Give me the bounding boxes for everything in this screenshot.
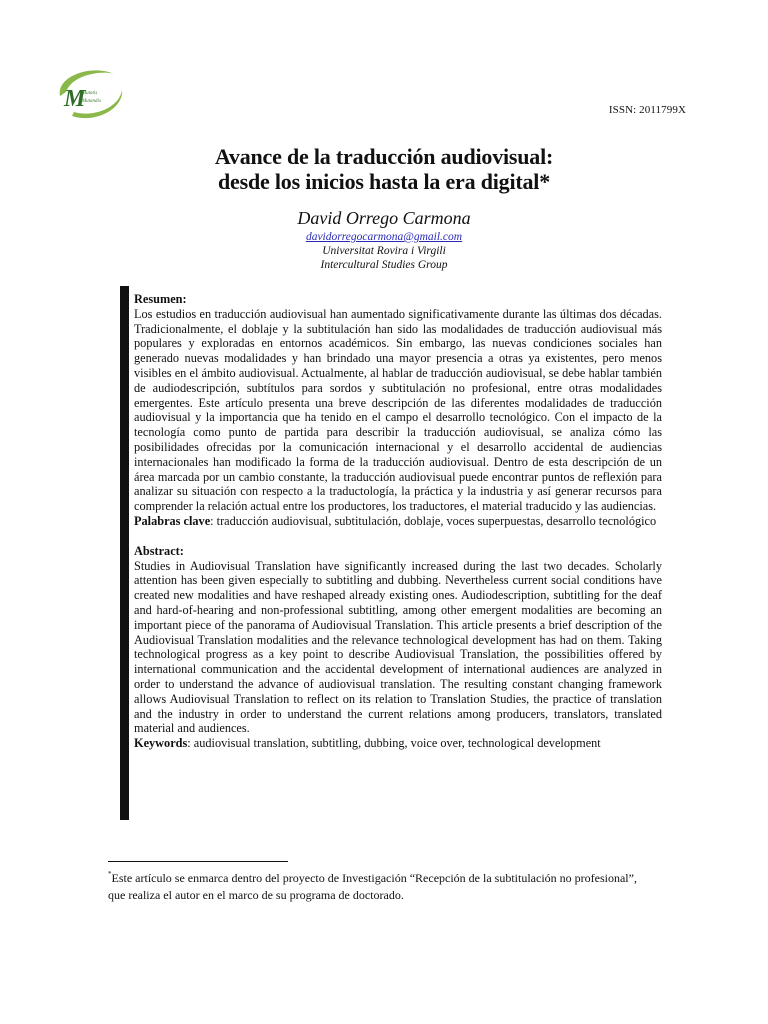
svg-text:M: M: [64, 86, 86, 112]
resumen-heading: Resumen:: [134, 292, 187, 306]
journal-logo: [52, 66, 128, 122]
footnote-text: Este artículo se enmarca dentro del proyecto de Investigación “Recepción de la subtitulación no profesional”, que realiza el autor en el marco de su programa de doctorado.: [108, 871, 637, 902]
logo-text-bottom: Mutandis: [82, 99, 101, 104]
author-email-link[interactable]: davidorregocarmona@gmail.com: [305, 231, 463, 243]
paper-title: [0, 144, 768, 194]
title-line-2: desde los inicios hasta la era digital*: [218, 169, 550, 194]
keywords-block: [134, 736, 662, 751]
issn-number: ISSN: 2011799X: [608, 104, 686, 116]
resumen-block: [134, 292, 662, 514]
palabras-clave-block: [134, 514, 662, 529]
author-block: [0, 206, 768, 272]
title-line-1: Avance de la traducción audiovisual:: [214, 144, 554, 169]
author-university: Universitat Rovira i Virgili: [322, 245, 446, 257]
keywords-list: : audiovisual translation, subtitling, dubbing, voice over, technological development: [187, 736, 601, 751]
abstract-block: [134, 544, 662, 736]
keywords-label: Keywords: [134, 736, 188, 751]
footnote: [108, 870, 638, 904]
footnote-marker: *: [108, 870, 112, 878]
footnote-divider: [108, 861, 288, 862]
author-group: Intercultural Studies Group: [320, 259, 448, 271]
abstract-heading: Abstract:: [134, 543, 184, 558]
abstract-section: [134, 292, 662, 751]
palabras-clave-label: Palabras clave: [134, 513, 211, 528]
logo-text-top: Mutatis: [82, 91, 98, 96]
abstract-body: Studies in Audiovisual Translation have significantly increased during the last two decades. Scholarly attention has been given especially to subtitling and dubbing. Nevertheless current social conditions have created new modalities and have reshaped already existing ones. Audiodescription, subtitling for the deaf and hard-of-hearing and non-professional subtitling, among other emergent modalities are becoming an important piece of the panorama of Audiovisual Translation. This article presents a brief description of the Audiovisual Translation modalities and the relevance technological development has had on them. Taking technological progress as a key point to describe Audiovisual Translation, the possibilities offered by international communication and the accidental development of international audiences are analyzed in order to understand the advance of audiovisual translation. The resulting constant changing framework allows Audiovisual Translation to reflect on its relation to Translation Studies, the practice of translation and the industry in order to understand the current relations among producers, translators, translated material and audiences.: [134, 558, 662, 736]
author-name: David Orrego Carmona: [297, 208, 471, 228]
palabras-clave-list: : traducción audiovisual, subtitulación, doblaje, voces superpuestas, desarrollo tecnológico: [210, 513, 657, 528]
resumen-body: Los estudios en traducción audiovisual han aumentado significativamente durante las últimas dos décadas. Tradicionalmente, el doblaje y la subtitulación han sido las modalidades de traducción audiovisual más populares y exploradas en entornos académicos. Sin embargo, las nuevas condiciones sociales han generado nuevas modalidades y han brindado una mayor presencia a otras ya existentes, pero menos visibles en el ámbito audiovisual. Actualmente, al hablar de traducción audiovisual, se debe hablar también de audiodescripción, subtítulos para sordos y subtitulación no profesional, entre otras modalidades emergentes. Este artículo presenta una breve descripción de las diferentes modalidades de traducción audiovisual y la importancia que ha tenido en el campo el desarrollo tecnológico. Con el impacto de la tecnología como punto de partida para describir la traducción audiovisual, se analiza cómo las posibilidades ofrecidas por la comunicación internacional y el desarrollo accidental de audiencias internacionales han modificado la forma de la traducción audiovisual. Dentro de esta descripción de un área marcada por un cambio constante, la traducción audiovisual puede encontrar puntos de reflexión para analizar su situación con respecto a la traductología, la práctica y la industria y así generar recursos para comprender la relación actual entre los productores, los traductores, el material traducido y las audiencias.: [134, 306, 662, 514]
logo-swoosh-icon: [52, 66, 128, 122]
